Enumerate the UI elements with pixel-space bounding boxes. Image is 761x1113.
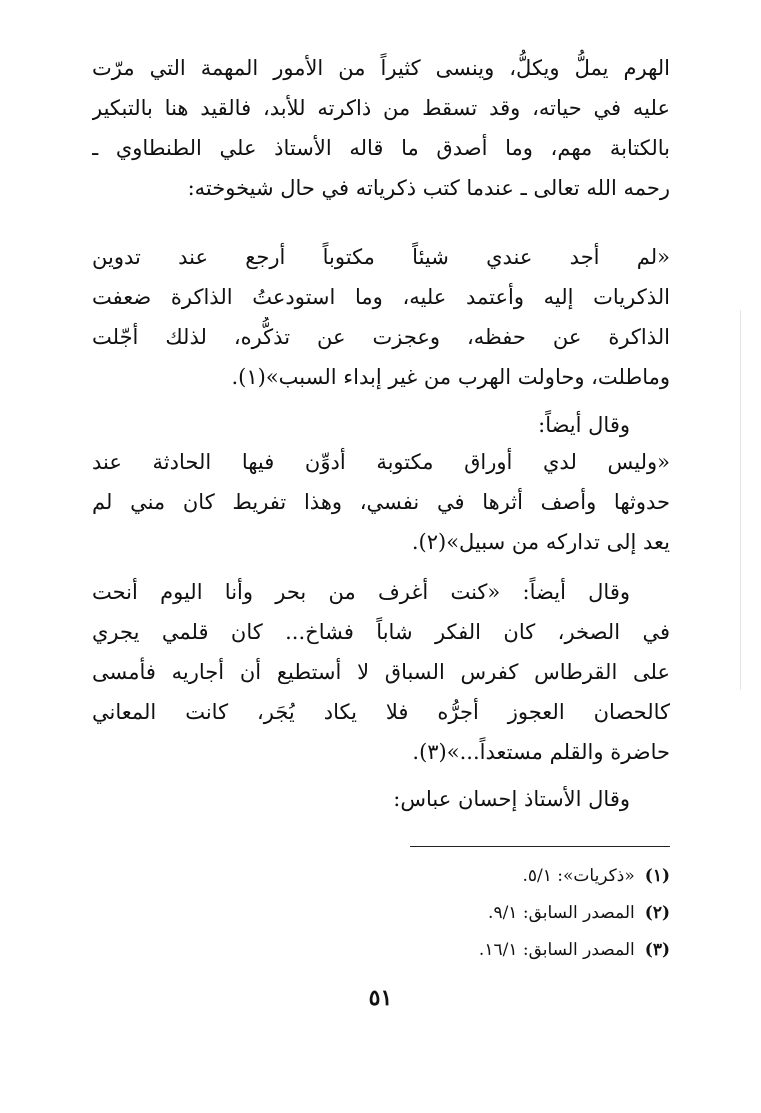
footnote-text: المصدر السابق: ٩/١. (488, 903, 635, 923)
quote-1 (92, 237, 670, 397)
text-line: حاضرة والقلم مستعداً...»(٣). (412, 740, 670, 764)
text-line: الذكريات إليه وأعتمد عليه، وما استودعتُ الذاكرة ضعفت (92, 285, 670, 309)
text-line: بالكتابة مهم، وما أصدق ما قاله الأستاذ علي الطنطاوي ـ (92, 136, 670, 160)
text-line: وقال أيضاً: «كنت أغرف من بحر وأنا اليوم أنحت (92, 580, 630, 604)
footnote-number: (٢) (644, 903, 670, 923)
page-edge-shadow (740, 310, 741, 690)
text-line: عليه في حياته، وقد تسقط من ذاكرته للأبد، فالقيد هنا بالتبكير (92, 96, 670, 120)
footnote-number: (٣) (644, 940, 670, 960)
footnote-3 (270, 932, 670, 969)
footnote-text: المصدر السابق: ١٦/١. (478, 940, 635, 960)
footnote-number: (١) (644, 866, 670, 886)
text-line: رحمه الله تعالى ـ عندما كتب ذكرياته في حال شيخوخته: (187, 176, 670, 200)
page-number: ٥١ (368, 985, 393, 1011)
paragraph-ihsan-abbas (92, 779, 670, 819)
text-line: يعد إلى تداركه من سبيل»(٢). (411, 530, 670, 554)
paragraph-1 (92, 48, 670, 208)
text-line: وقال الأستاذ إحسان عباس: (393, 787, 630, 811)
quote-2 (92, 442, 670, 562)
footnote-separator (410, 846, 670, 847)
text-line: «لم أجد عندي شيئاً مكتوباً أرجع عند تدوين (92, 245, 670, 269)
footnotes (270, 858, 670, 969)
footnote-text: «ذكريات»: ٥/١. (522, 866, 635, 886)
text-line: الذاكرة عن حفظه، وعجزت عن تذكُّره، لذلك أجّلت (92, 325, 670, 349)
footnote-1 (270, 858, 670, 895)
text-line: في الصخر، كان الفكر شاباً فشاخ... كان قلمي يجري (92, 620, 670, 644)
text-line: «وليس لدي أوراق مكتوبة أدوِّن فيها الحادثة عند (92, 450, 670, 474)
text-line: وقال أيضاً: (538, 413, 630, 437)
quote-3 (92, 572, 670, 772)
text-line: حدوثها وأصف أثرها في نفسي، وهذا تفريط كان مني لم (92, 490, 670, 514)
paragraph-said-also-1 (92, 405, 670, 445)
text-line: كالحصان العجوز أجرُّه فلا يكاد يُجَر، كانت المعاني (92, 700, 670, 724)
footnote-2 (270, 895, 670, 932)
text-line: الهرم يملُّ ويكلُّ، وينسى كثيراً من الأمور المهمة التي مرّت (92, 56, 670, 80)
text-line: على القرطاس كفرس السباق لا أستطيع أن أجاريه فأمسى (92, 660, 670, 684)
text-line: وماطلت، وحاولت الهرب من غير إبداء السبب»(١). (231, 365, 670, 389)
